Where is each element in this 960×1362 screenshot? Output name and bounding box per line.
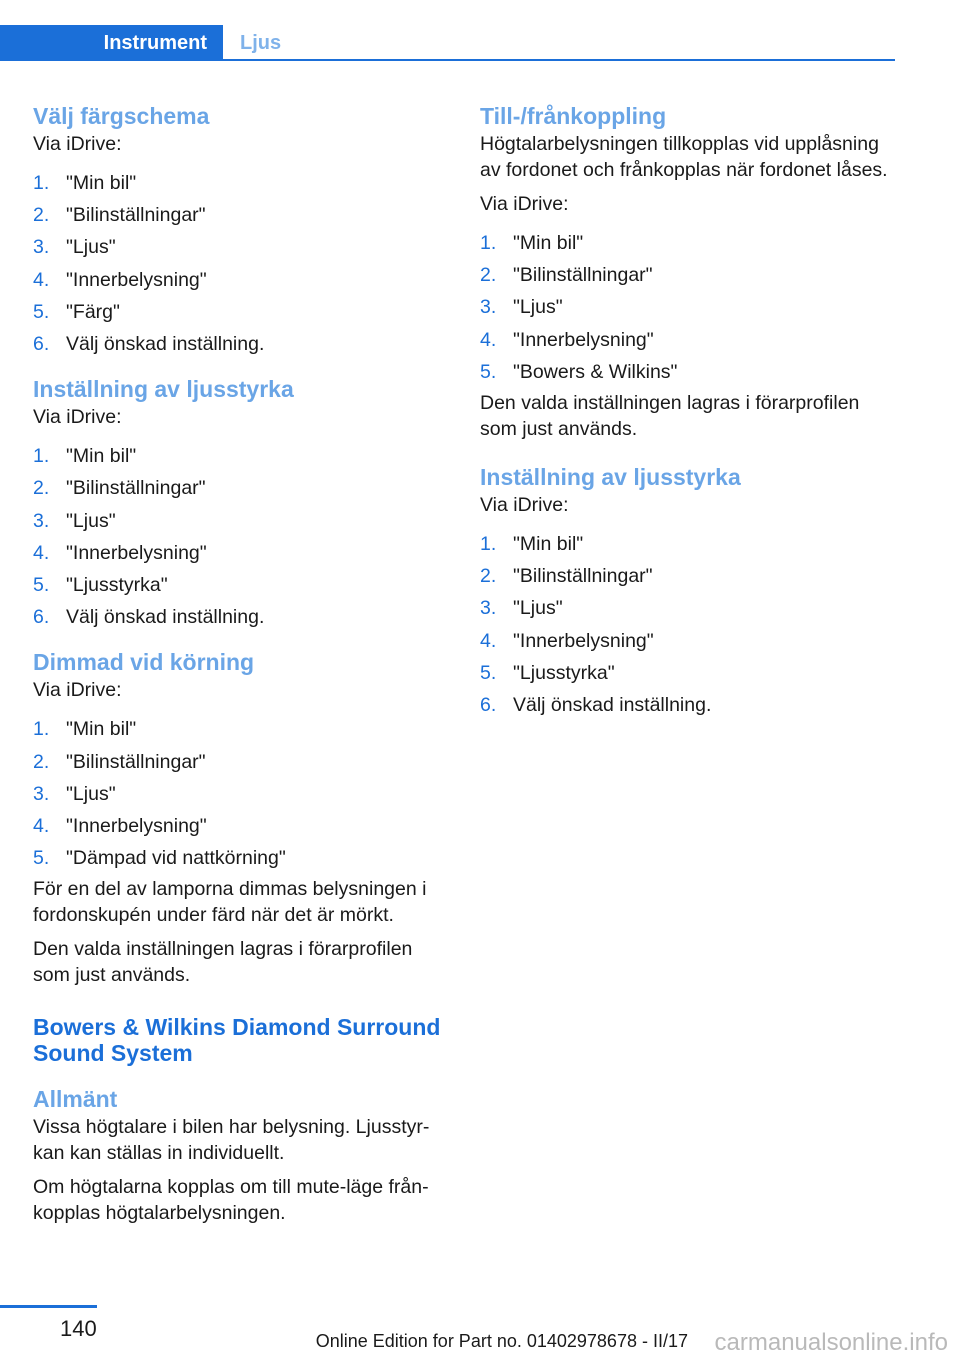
list-item (33, 167, 443, 199)
body-text: Om högtalarna kopplas om till mute-läge frånkopplas högtalarbelysningen. (33, 1176, 429, 1225)
step-text: "Ljus" (513, 296, 563, 319)
body-text: Högtalarbelysningen tillkopplas vid upplåsning av fordonet och frånkopplas när fordonet låses. (480, 133, 888, 181)
steps-list (480, 528, 890, 721)
step-number: 6. (33, 333, 50, 356)
body-text: För en del av lamporna dimmas belysningen i fordonskupén under färd när det är mörkt. (33, 878, 427, 927)
list-item (480, 291, 890, 323)
intro-text: Via iDrive: (480, 494, 569, 517)
step-number: 4. (480, 629, 497, 652)
step-number: 5. (33, 847, 50, 870)
step-number: 3. (480, 296, 497, 319)
step-text: "Innerbelysning" (66, 268, 207, 291)
step-number: 4. (33, 541, 50, 564)
step-text: "Min bil" (513, 533, 584, 556)
spacer (33, 1066, 443, 1084)
step-text: "Bilinställningar" (513, 264, 653, 287)
list-item (33, 264, 443, 296)
section-title: Inställning av ljusstyrka (33, 376, 294, 403)
section-title: Till-/frånkoppling (480, 103, 667, 129)
footer-divider (0, 1305, 97, 1308)
list-item (33, 440, 443, 472)
step-text: Välj önskad inställning. (66, 333, 265, 356)
body-text: Vissa högtalare i bilen har belysning. Ljusstyrkan kan ställas in individuellt. (33, 1116, 430, 1165)
body-text: Den valda inställningen lagras i förarprofilen som just används. (33, 938, 413, 987)
step-number: 4. (33, 268, 50, 291)
page-number: 140 (60, 1316, 97, 1341)
list-item (480, 657, 890, 689)
step-number: 5. (480, 360, 497, 383)
step-number: 5. (33, 574, 50, 597)
step-text: "Innerbelysning" (513, 629, 654, 652)
step-number: 2. (33, 477, 50, 500)
step-number: 2. (33, 750, 50, 773)
step-text: "Min bil" (66, 445, 137, 468)
steps-list (33, 713, 443, 874)
intro-text: Via iDrive: (33, 679, 122, 702)
steps-list (480, 227, 890, 388)
section-title: Välj färgschema (33, 103, 210, 129)
step-text: "Bowers & Wilkins" (513, 360, 678, 383)
list-item (33, 231, 443, 263)
list-item (33, 296, 443, 328)
list-item (480, 592, 890, 624)
step-number: 1. (480, 533, 497, 556)
list-item (33, 328, 443, 360)
step-text: Välj önskad inställning. (66, 606, 265, 629)
list-item (33, 505, 443, 537)
step-text: "Ljusstyrka" (513, 661, 615, 684)
step-text: "Bilinställningar" (66, 750, 206, 773)
step-number: 5. (480, 661, 497, 684)
step-text: "Ljus" (66, 236, 116, 259)
step-text: "Bilinställningar" (513, 565, 653, 588)
step-number: 1. (33, 718, 50, 741)
header-tabs (0, 25, 895, 61)
list-item (480, 259, 890, 291)
list-item (33, 199, 443, 231)
list-item (33, 537, 443, 569)
list-item (33, 746, 443, 778)
step-number: 3. (33, 509, 50, 532)
step-number: 1. (33, 445, 50, 468)
right-column (480, 101, 890, 735)
step-text: "Min bil" (66, 718, 137, 741)
step-text: "Ljus" (66, 509, 116, 532)
step-text: "Min bil" (66, 172, 137, 194)
list-item (480, 625, 890, 657)
list-item (480, 528, 890, 560)
step-text: "Innerbelysning" (513, 328, 654, 351)
step-text: "Ljusstyrka" (66, 574, 168, 597)
list-item (33, 778, 443, 810)
tab-instrument[interactable]: Instrument (0, 25, 223, 61)
section-title: Dimmad vid körning (33, 649, 255, 676)
spacer (480, 450, 890, 462)
intro-text: Via iDrive: (33, 133, 122, 155)
edition-text: Online Edition for Part no. 01402978678 - II/17 (315, 1331, 688, 1351)
list-item (33, 569, 443, 601)
list-item (33, 713, 443, 745)
left-column (33, 101, 443, 1234)
step-number: 2. (480, 264, 497, 287)
list-item (33, 601, 443, 633)
chapter-title: Bowers & Wilkins Diamond Surround Sound System (33, 1014, 441, 1067)
steps-list (33, 167, 443, 360)
step-number: 6. (480, 694, 497, 717)
step-number: 4. (480, 328, 497, 351)
step-text: "Ljus" (513, 597, 563, 620)
intro-text: Via iDrive: (480, 193, 569, 215)
section-title: Inställning av ljusstyrka (480, 464, 741, 491)
list-item (480, 689, 890, 721)
step-number: 6. (33, 606, 50, 629)
step-text: "Innerbelysning" (66, 541, 207, 564)
step-text: "Bilinställningar" (66, 477, 206, 500)
step-text: Välj önskad inställning. (513, 694, 712, 717)
step-number: 3. (33, 236, 50, 259)
step-text: "Bilinställningar" (66, 204, 206, 227)
step-text: "Min bil" (513, 232, 584, 254)
list-item (480, 324, 890, 356)
step-text: "Ljus" (66, 782, 116, 805)
step-number: 3. (480, 597, 497, 620)
watermark-text: carmanualsonline.info (714, 1329, 948, 1356)
step-number: 5. (33, 300, 50, 323)
step-number: 1. (33, 172, 50, 194)
list-item (33, 810, 443, 842)
body-text: Den valda inställningen lagras i förarprofilen som just används. (480, 392, 860, 441)
steps-list (33, 440, 443, 633)
list-item (480, 227, 890, 259)
list-item (480, 560, 890, 592)
step-number: 2. (33, 204, 50, 227)
step-text: "Färg" (66, 300, 120, 323)
step-number: 2. (480, 565, 497, 588)
spacer (33, 996, 443, 1014)
tab-ljus[interactable]: Ljus (240, 31, 282, 54)
list-item (33, 472, 443, 504)
step-number: 1. (480, 232, 497, 254)
step-text: "Dämpad vid nattkörning" (66, 847, 286, 870)
list-item (480, 356, 890, 388)
step-text: "Innerbelysning" (66, 815, 207, 838)
section-title: Allmänt (33, 1086, 118, 1113)
list-item (33, 842, 443, 874)
intro-text: Via iDrive: (33, 406, 122, 429)
step-number: 4. (33, 815, 50, 838)
step-number: 3. (33, 782, 50, 805)
